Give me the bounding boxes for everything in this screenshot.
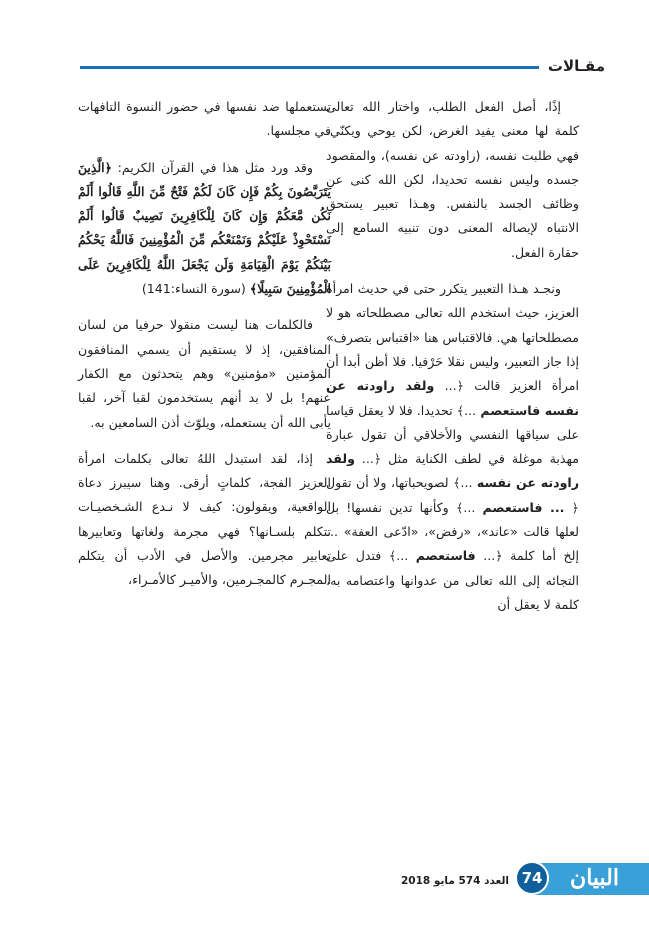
right-column <box>326 95 579 629</box>
left-column <box>78 95 331 605</box>
header-rule <box>80 66 539 69</box>
paragraph <box>78 156 331 302</box>
text-run: ...﴾ لصويحباتها، ولا أن تقول ﴿ <box>326 475 579 515</box>
text-run: وقد ورد مثل هذا في القرآن الكريم: <box>117 159 313 175</box>
quran-verse: ﴿الَّذِينَ يَتَرَبَّصُونَ بِكُمْ فَإِن كَانَ لَكُمْ فَتْحٌ مِّنَ اللَّهِ قَالُوا أَلَمْ نَكُن مَّعَكُمْ وَإِن كَانَ لِلْكَافِرِينَ نَصِيبٌ قَالُوا أَلَمْ نَسْتَحْوِذْ عَلَيْكُمْ وَنَمْنَعْكُم مِّنَ الْمُؤْمِنِينَ فَاللَّهُ يَحْكُمُ بَيْنَكُمْ يَوْمَ الْقِيَامَةِ وَلَن يَجْعَلَ اللَّهُ لِلْكَافِرِينَ عَلَى الْمُؤْمِنِينَ سَبِيلًا﴾ <box>78 159 331 297</box>
section-title: مقـالات <box>547 57 605 75</box>
quote-bold: فاستعصم <box>415 548 476 564</box>
paragraph: إذًا، أصل الفعل الطلب، واختار الله تعالى كلمة لها معنى يفيد الغرض، لكن يوحي ويكنّي. فهي طلبت نفسه، (راودته عن نفسه)، والمقصود جسده وليس نفسه تحديدا، لكن الله كنى عن وظائف الجسد بالنفس. وهـذا تعبير يستحق الانتباه لإيصاله المعنى دون تنبيه السامع إلى حقارة الفعل. <box>326 99 579 260</box>
quote-bold: ... فاستعصم <box>482 499 565 515</box>
footer <box>389 855 649 925</box>
text-run: ...﴾ فتدل على التجائه إلى الله تعالى من عدوانها واعتصامه به، كلمة لا يعقل أن <box>326 548 579 612</box>
text-run: ونجـد هـذا التعبير يتكرر حتى في حديث امرأة العزيز، حيث استخدم الله تعالى مصطلحاته هو لا مصطلحاتها هي. فالاقتباس هنا «اقتباس بتصرف» إذا جاز التعبير، وليس نقلا حَرْفيا. فلا أظن أبدا أن امرأة العزيز قالت ﴿... <box>326 281 579 394</box>
paragraph: إذا، لقد استبدل اللهُ تعالى بكلمات امرأة العزيز الفجة، كلماتٍ أرقى. وهنا سيبرز دعاة الواقعية، ويقولون: كيف لا نـدع الشـخصيـات تتكلم بلسـانها؟ فهي مجرمة ولغاتها وتعابيرها تعابير مجرمين. والأصل في الأدب أن يتكلم المجـرم كالمجـرمين، والأميـر كالأمـراء، <box>78 450 331 588</box>
verse-reference: (سورة النساء:141) <box>141 281 246 297</box>
quote-bold: ولقد راودته عن نفسه فاستعصم <box>326 378 579 418</box>
paragraph: فالكلمات هنا ليست منقولا حرفيا من لسان المنافقين، إذ لا يستقيم أن يسمي المنافقون المؤمنين «مؤمنين» وهم يتحدثون مع الكفار عنهم! بل لا بد أنهم يستخدمون لقبا آخر، لقبا يأبى الله أن يستعمله، ويلوّث أذن السامعين به. <box>78 317 331 430</box>
quote-bold: ولقد راودته عن نفسه <box>326 451 579 491</box>
text-run: ...﴾ تحديدا. فلا لا يعقل قياسا على سياقها النفسي والأخلاقي أن تقول عبارة مهذبة موغلة في لطف الكناية مثل ﴿... <box>326 402 579 467</box>
magazine-logo: البيان <box>570 865 619 891</box>
paragraph: تستعملها ضد نفسها في حضور النسوة التافهات في مجلسها. <box>78 99 331 139</box>
page-number: 74 <box>515 861 549 895</box>
text-run: ...﴾ وكأنها تدين نفسها! بل لعلها قالت «عاند»، «رفض»، «ادّعى العفة» ... إلخ أما كلمة ﴿... <box>326 499 579 564</box>
paragraph <box>326 277 579 617</box>
issue-info: العدد 574 مايو 2018 <box>400 875 509 887</box>
